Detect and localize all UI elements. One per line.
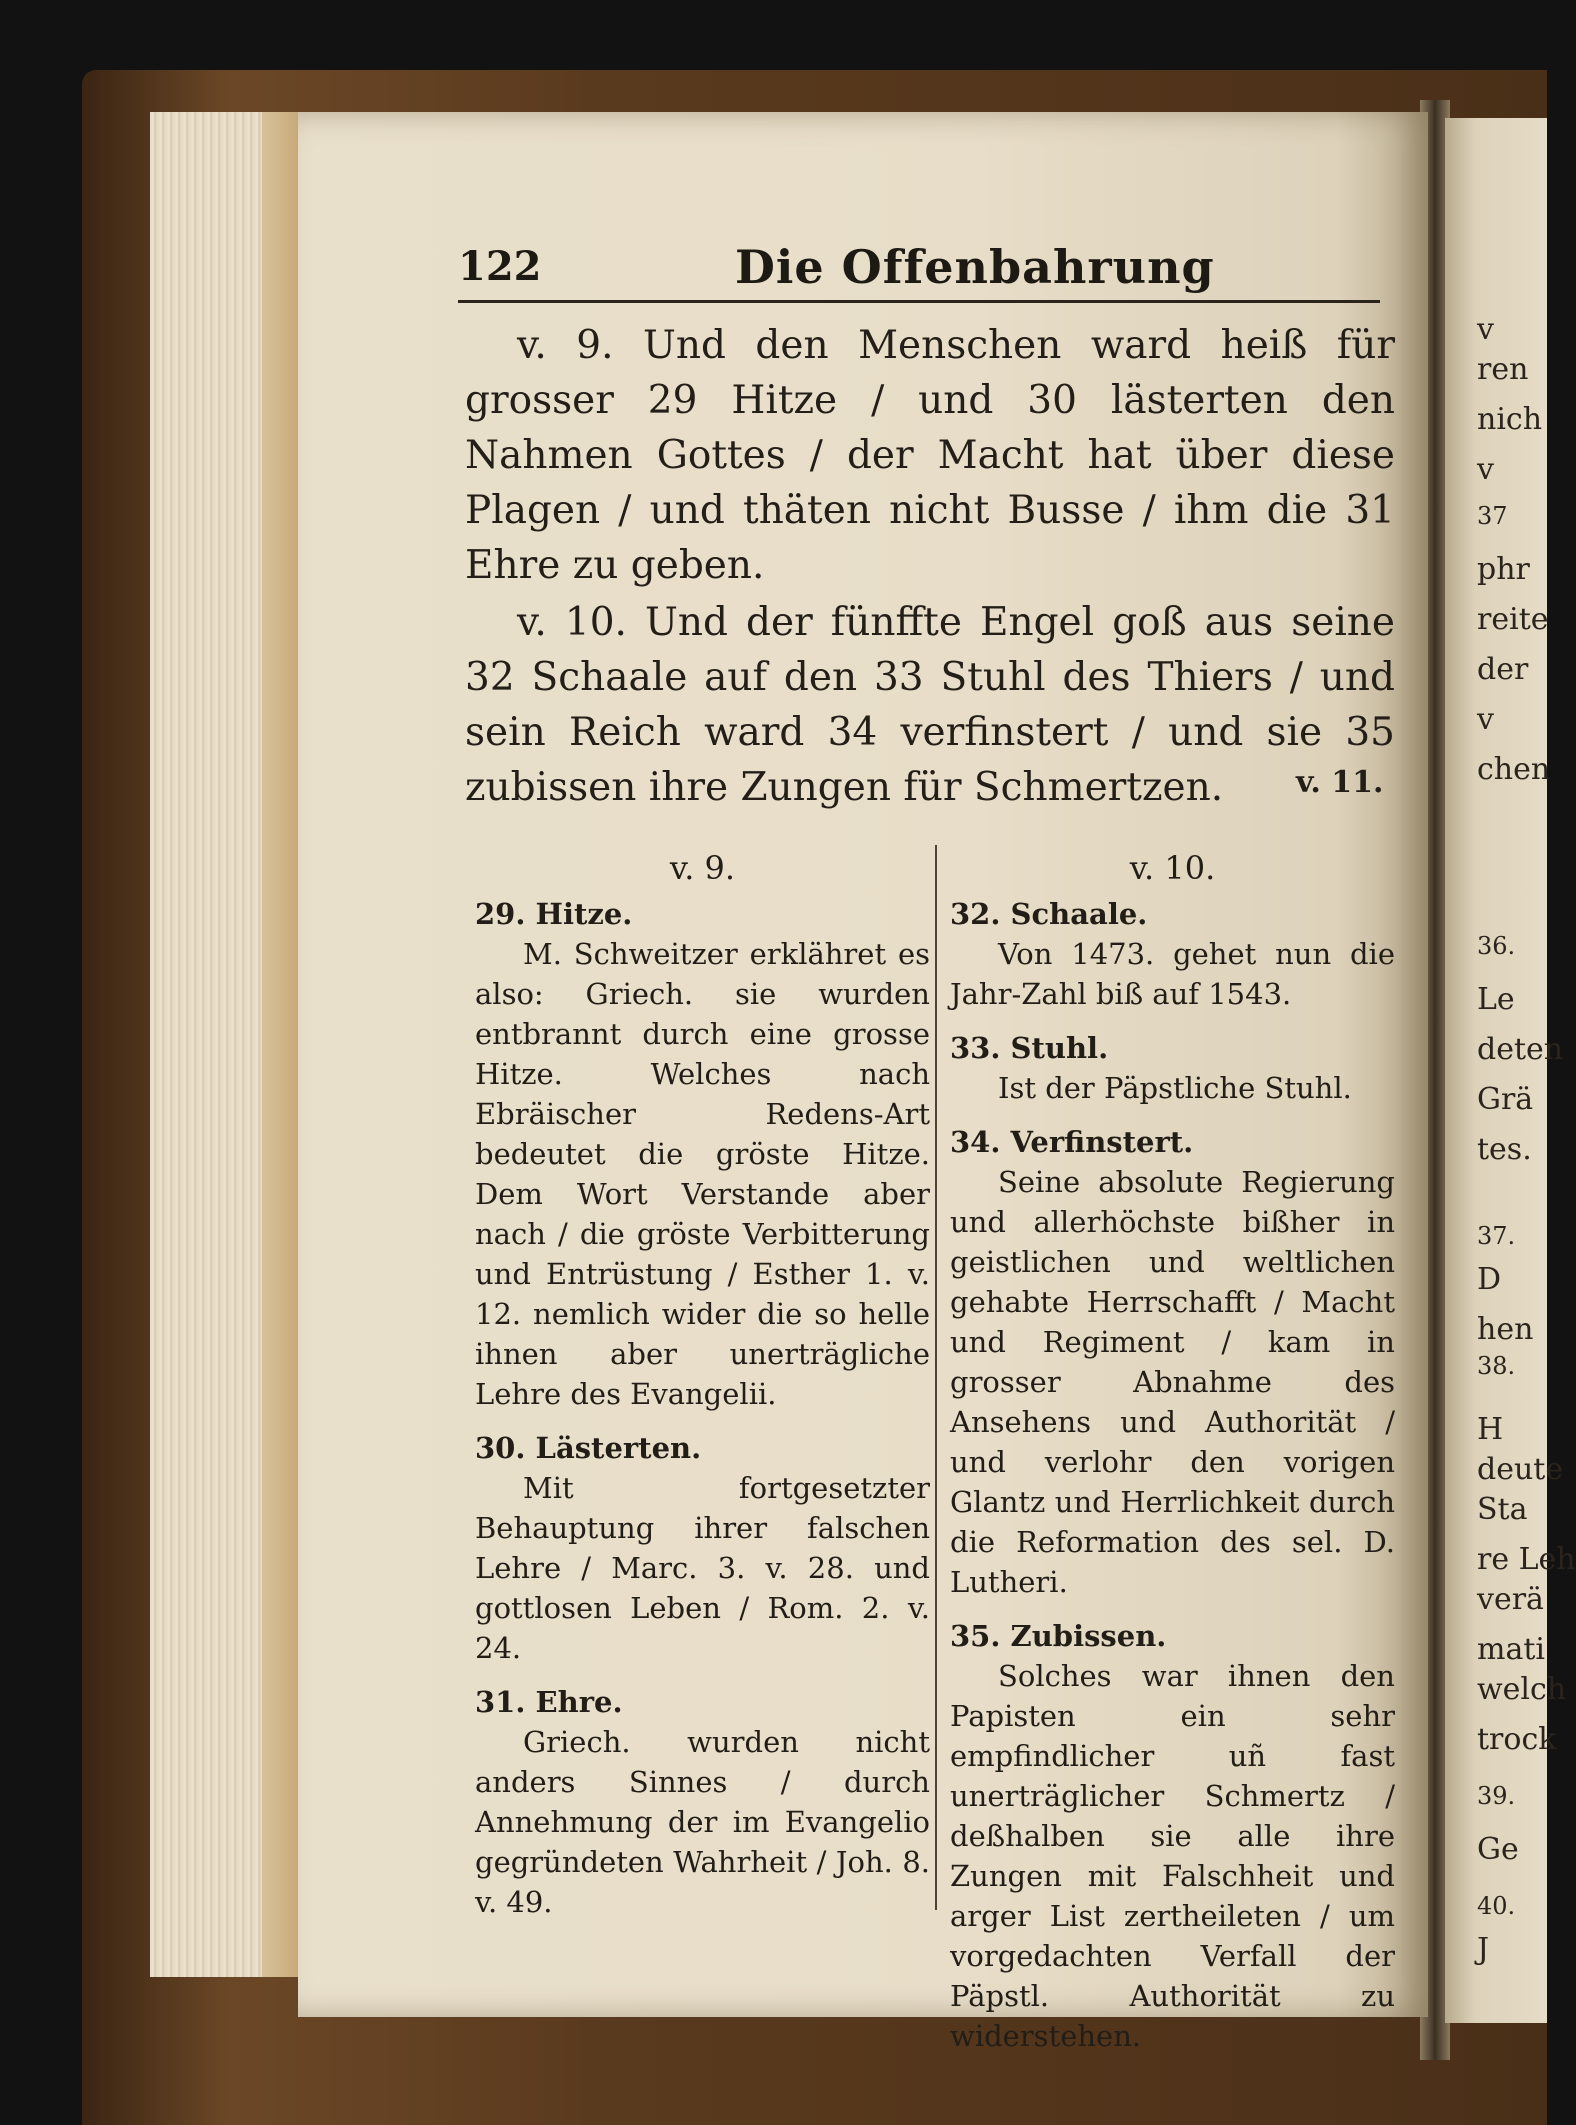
note-text: Von 1473. gehet nun die Jahr-Zahl biß auf 1543. xyxy=(950,937,1395,1011)
next-page-text: ren xyxy=(1477,352,1529,387)
page-number: 122 xyxy=(458,243,542,290)
page-edges xyxy=(150,112,303,1977)
next-page-text: der xyxy=(1477,652,1529,687)
next-page-text: H xyxy=(1477,1412,1504,1447)
next-page-fragment xyxy=(1445,118,1576,2023)
next-page-text: verä xyxy=(1477,1582,1544,1617)
verse-label: v. 10. xyxy=(517,600,627,645)
column-divider xyxy=(935,845,937,1910)
next-page-text: D xyxy=(1477,1262,1502,1297)
note-label: 34. Verfinstert. xyxy=(950,1125,1194,1159)
note-text: Seine absolute Regierung und allerhöchste bißher in geistlichen und weltlichen gehabte Herrschafft / Macht und Regiment / kam in grosser Abnahme des Ansehens und Authorität / und verlohr den vorigen Glantz und Herrlichkeit durch die Reformation des sel. D. Lutheri. xyxy=(950,1165,1395,1599)
next-page-text: Ge xyxy=(1477,1832,1519,1867)
next-page-text: phr xyxy=(1477,552,1530,587)
next-page-text: nich xyxy=(1477,402,1543,437)
note-label: 29. Hitze. xyxy=(475,897,633,931)
note-label: 30. Lästerten. xyxy=(475,1431,702,1465)
next-page-text: 37 xyxy=(1477,502,1508,530)
next-page-text: v xyxy=(1477,312,1494,347)
next-page-text: 37. xyxy=(1477,1222,1516,1250)
catchword: v. 11. xyxy=(1296,765,1384,800)
next-page-text: Le xyxy=(1477,982,1515,1017)
next-page-text: deten xyxy=(1477,1032,1564,1067)
next-page-text: 38. xyxy=(1477,1352,1516,1380)
next-page-text: v xyxy=(1477,702,1494,737)
next-page-text: Sta xyxy=(1477,1492,1528,1527)
next-page-text: reite xyxy=(1477,602,1549,637)
next-page-text: hen xyxy=(1477,1312,1534,1347)
column-heading: v. 9. xyxy=(669,849,736,887)
note-label: 32. Schaale. xyxy=(950,897,1148,931)
verse-9 xyxy=(465,318,1395,593)
note-text: Mit fortgesetzter Behauptung ihrer falschen Lehre / Marc. 3. v. 28. und gottlosen Leben / Rom. 2. v. 24. xyxy=(475,1471,930,1665)
next-page-text: v xyxy=(1477,452,1494,487)
next-page-text: tes. xyxy=(1477,1132,1532,1167)
verse-10 xyxy=(465,595,1395,815)
note-label: 33. Stuhl. xyxy=(950,1031,1109,1065)
next-page-text: J xyxy=(1477,1932,1490,1967)
header-rule xyxy=(458,300,1380,303)
note-text: Ist der Päpstliche Stuhl. xyxy=(998,1071,1352,1105)
verse-text xyxy=(465,318,1395,817)
next-page-text: trock xyxy=(1477,1722,1557,1757)
next-page-text: 36. xyxy=(1477,932,1516,960)
next-page-text: welch xyxy=(1477,1672,1567,1707)
verse-label: v. 9. xyxy=(517,323,614,368)
verse-body: Und den Menschen ward heiß für grosser 29 Hitze / und 30 lästerten den Nahmen Gottes / der Macht hat über diese Plagen / und thäten nicht Busse / ihm die 31 Ehre zu geben. xyxy=(465,323,1395,588)
note-label: 31. Ehre. xyxy=(475,1685,623,1719)
next-page-text: deute xyxy=(1477,1452,1564,1487)
column-heading: v. 10. xyxy=(1129,849,1216,887)
next-page-text: chen xyxy=(1477,752,1551,787)
note-text: Griech. wurden nicht anders Sinnes / durch Annehmung der im Evangelio gegründeten Wahrheit / Joh. 8. v. 49. xyxy=(475,1725,930,1919)
next-page-text: re Leh xyxy=(1477,1542,1576,1577)
next-page-text: 39. xyxy=(1477,1782,1516,1810)
next-page-text: mati xyxy=(1477,1632,1545,1667)
note-text: Solches war ihnen den Papisten ein sehr empfindlicher uñ fast unerträglicher Schmertz / deßhalben sie alle ihre Zungen mit Falschheit und arger List zertheileten / um vorgedachten Verfall der Päpstl. Authorität zu widerstehen. xyxy=(950,1659,1395,2053)
verse-body: Und der fünffte Engel goß aus seine 32 Schaale auf den 33 Stuhl des Thiers / und sein Reich ward 34 verfinstert / und sie 35 zubissen ihre Zungen für Schmertzen. xyxy=(465,600,1395,810)
note-text: M. Schweitzer erklähret es also: Griech. sie wurden entbrannt durch eine grosse Hitze. Welches nach Ebräischer Redens-Art bedeutet die gröste Hitze. Dem Wort Verstande aber nach / die gröste Verbitterung und Entrüstung / Esther 1. v. 12. nemlich wider die so helle ihnen aber unerträgliche Lehre des Evangelii. xyxy=(475,937,930,1411)
running-title: Die Offenbahrung xyxy=(735,240,1215,294)
next-page-text: 40. xyxy=(1477,1892,1516,1920)
next-page-text: Grä xyxy=(1477,1082,1534,1117)
note-label: 35. Zubissen. xyxy=(950,1619,1167,1653)
commentary-right-column xyxy=(950,848,1395,2070)
commentary-left-column xyxy=(475,848,930,1936)
